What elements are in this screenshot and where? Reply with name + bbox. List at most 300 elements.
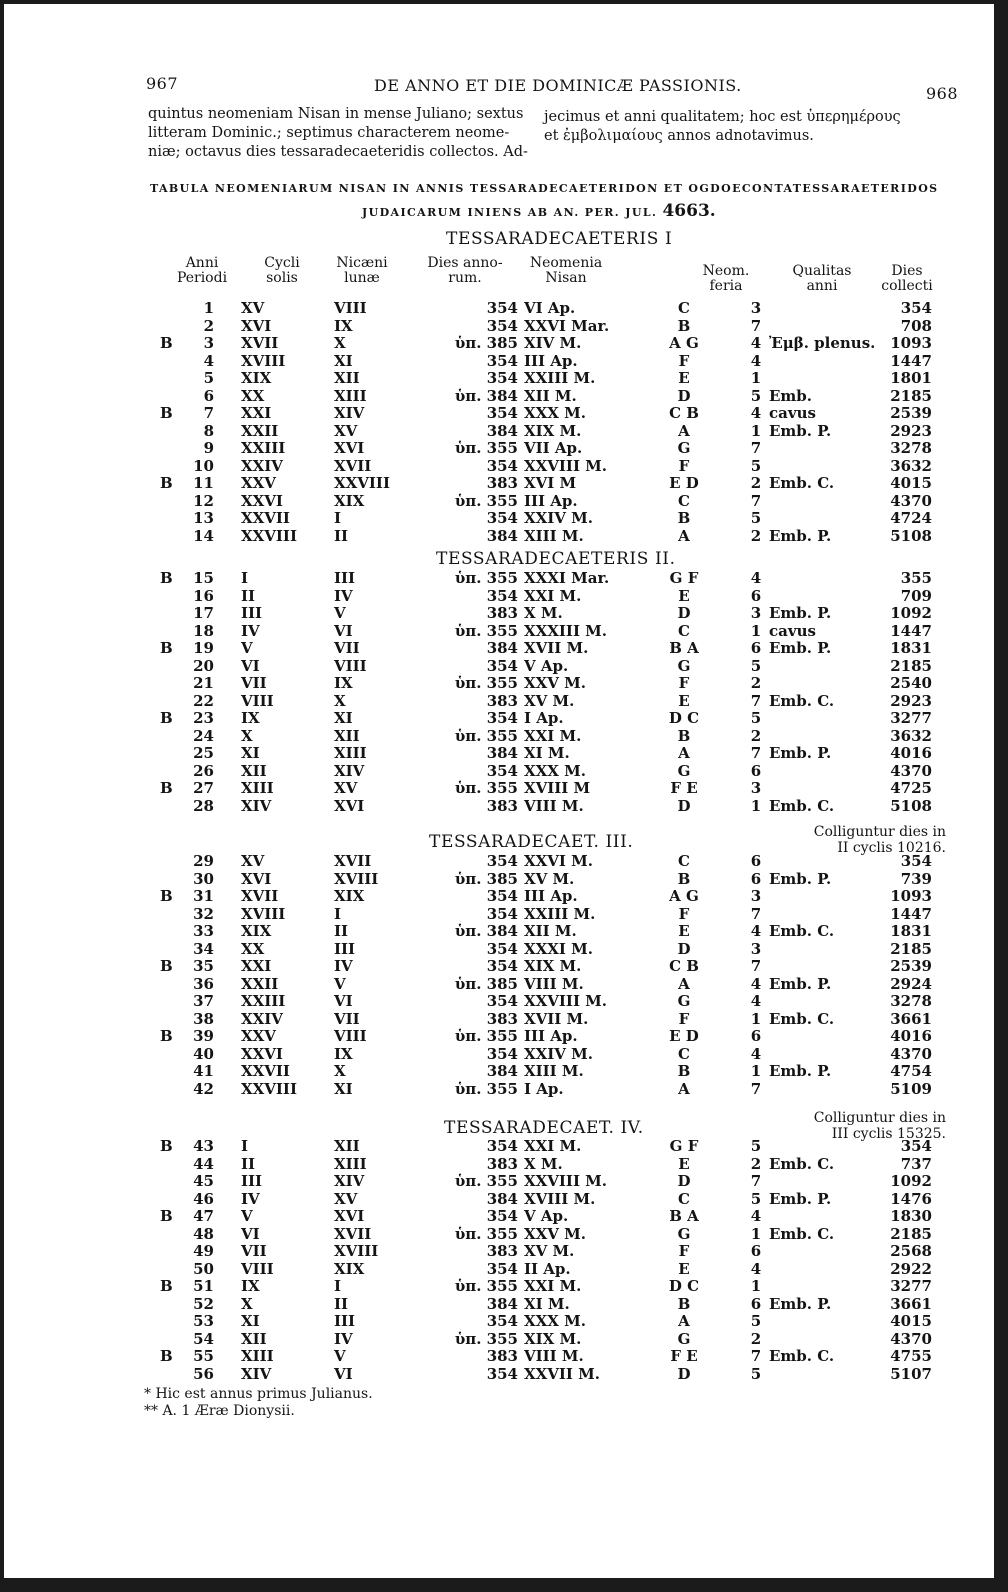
- neomenia-nisan-cell: XII M.: [524, 386, 577, 405]
- section-title: TESSARADECAETERIS I: [446, 229, 673, 249]
- neomenia-nisan-cell: VIII M.: [524, 1347, 584, 1365]
- neomenia-nisan-cell: XVII M.: [524, 639, 589, 657]
- littera-dominicalis-cell: B: [677, 869, 691, 888]
- neomenia-nisan-cell: XXIV M.: [524, 509, 593, 527]
- littera-dominicalis-cell: C B: [669, 957, 699, 975]
- littera-dominicalis-cell: G: [677, 1329, 691, 1348]
- cyclus-lunae-cell: II: [334, 526, 349, 545]
- neomenia-nisan-cell: I Ap.: [524, 709, 564, 727]
- dies-collecti-cell: 4015: [890, 1312, 932, 1330]
- littera-dominicalis-cell: E D: [669, 474, 699, 492]
- dies-annorum-cell: ὑπ. 384: [454, 386, 518, 405]
- dies-annorum-cell: ὑπ. 355: [454, 726, 518, 745]
- dies-annorum-cell: 384: [486, 639, 518, 657]
- littera-dominicalis-cell: E: [678, 586, 690, 605]
- cyclus-solis-cell: XXIII: [241, 992, 286, 1010]
- feria-cell: 4: [750, 1044, 762, 1063]
- row-letter-b-cell: B: [160, 887, 173, 905]
- cyclus-solis-cell: IX: [241, 709, 260, 727]
- cyclus-lunae-cell: III: [334, 569, 356, 587]
- row-letter-b-cell: B: [160, 404, 173, 422]
- littera-dominicalis-cell: A: [678, 1079, 690, 1098]
- dies-collecti-cell: 2924: [890, 974, 932, 993]
- littera-dominicalis-cell: D C: [668, 1277, 700, 1295]
- dies-collecti-cell: 3278: [890, 992, 932, 1010]
- table-title-line2: [362, 201, 716, 221]
- table-row: [4, 528, 994, 545]
- dies-collecti-cell: 2185: [890, 656, 932, 675]
- cyclus-solis-cell: X: [241, 726, 253, 745]
- table-row: [4, 458, 994, 475]
- cyclus-solis-cell: XXI: [241, 957, 272, 975]
- neomenia-nisan-cell: XXV M.: [524, 1224, 586, 1243]
- row-letter-b-cell: B: [160, 639, 173, 657]
- row-letter-b-cell: B: [160, 569, 173, 587]
- anni-periodi-cell: 2: [203, 316, 214, 335]
- cyclus-lunae-cell: XVII: [334, 852, 372, 870]
- anni-periodi-cell: 13: [193, 509, 214, 527]
- dies-collecti-cell: 2923: [890, 691, 932, 710]
- cyclus-solis-cell: V: [241, 1207, 253, 1225]
- neomenia-nisan-cell: XIII M.: [524, 526, 584, 545]
- dies-annorum-cell: ὑπ. 355: [454, 1172, 518, 1190]
- neomenia-nisan-cell: XIX M.: [524, 957, 582, 975]
- cyclus-solis-cell: XXII: [241, 421, 279, 440]
- littera-dominicalis-cell: B: [677, 509, 691, 527]
- row-letter-b-cell: B: [160, 709, 173, 727]
- dies-annorum-cell: ὑπ. 355: [454, 621, 518, 640]
- cyclus-lunae-cell: XXVIII: [334, 474, 390, 492]
- cyclus-solis-cell: I: [241, 569, 249, 587]
- cyclus-lunae-cell: VIII: [334, 1027, 367, 1045]
- anni-periodi-cell: 4: [203, 351, 214, 370]
- anni-periodi-cell: 20: [193, 656, 214, 675]
- cyclus-lunae-cell: XVIII: [334, 869, 379, 888]
- qualitas-anni-cell: Emb. P.: [769, 1189, 832, 1208]
- neomenia-nisan-cell: XIII M.: [524, 1062, 584, 1080]
- neomenia-nisan-cell: XXIII M.: [524, 904, 596, 923]
- dies-collecti-cell: 2923: [890, 421, 932, 440]
- cyclus-solis-cell: XVII: [241, 334, 279, 352]
- cyclus-solis-cell: V: [241, 639, 253, 657]
- littera-dominicalis-cell: E: [678, 691, 690, 710]
- neomenia-nisan-cell: V Ap.: [524, 1207, 569, 1225]
- neomenia-nisan-cell: X M.: [524, 1154, 563, 1173]
- dies-collecti-cell: 3277: [890, 709, 932, 727]
- littera-dominicalis-cell: A: [678, 974, 690, 993]
- anni-periodi-cell: 15: [193, 569, 214, 587]
- anni-periodi-cell: 56: [193, 1364, 214, 1383]
- dies-collecti-cell: 5107: [890, 1364, 932, 1383]
- dies-annorum-cell: ὑπ. 355: [454, 491, 518, 510]
- littera-dominicalis-cell: C: [678, 1044, 690, 1063]
- neomenia-nisan-cell: VIII M.: [524, 796, 584, 815]
- table-row: [4, 318, 994, 335]
- col-header-neomenia: Neomenia Nisan: [529, 255, 603, 286]
- dies-collecti-cell: 354: [900, 1137, 932, 1155]
- dies-annorum-cell: ὑπ. 355: [454, 439, 518, 457]
- section-note: Colliguntur dies in II cyclis 10216.: [813, 824, 946, 856]
- cyclus-lunae-cell: IX: [334, 316, 353, 335]
- cyclus-solis-cell: XVII: [241, 887, 279, 905]
- cyclus-lunae-cell: XIV: [334, 761, 365, 780]
- neomenia-nisan-cell: III Ap.: [524, 351, 578, 370]
- anni-periodi-cell: 7: [203, 404, 214, 422]
- cyclus-solis-cell: IV: [241, 621, 260, 640]
- feria-cell: 4: [750, 334, 762, 352]
- dies-annorum-cell: 354: [486, 939, 518, 958]
- cyclus-lunae-cell: XV: [334, 421, 358, 440]
- table-row: [4, 493, 994, 510]
- cyclus-solis-cell: XXV: [241, 474, 276, 492]
- littera-dominicalis-cell: F: [678, 456, 690, 475]
- neomenia-nisan-cell: XXI M.: [524, 1137, 582, 1155]
- intro-left-line: niæ; octavus dies tessaradecaeteridis collectos. Ad-: [148, 144, 528, 160]
- qualitas-anni-cell: Emb. P.: [769, 526, 832, 545]
- intro-right-column: [544, 108, 901, 146]
- neomenia-nisan-cell: III Ap.: [524, 887, 578, 905]
- neomenia-nisan-cell: X M.: [524, 604, 563, 622]
- dies-collecti-cell: 3661: [890, 1294, 932, 1313]
- dies-annorum-cell: ὑπ. 385: [454, 974, 518, 993]
- anni-periodi-cell: 47: [193, 1207, 214, 1225]
- dies-annorum-cell: ὑπ. 355: [454, 1277, 518, 1295]
- anni-periodi-cell: 8: [203, 421, 214, 440]
- cyclus-lunae-cell: V: [334, 974, 346, 993]
- dies-collecti-cell: 5109: [890, 1079, 932, 1098]
- dies-annorum-cell: 354: [486, 957, 518, 975]
- table-row: [4, 1156, 994, 1173]
- dies-annorum-cell: ὑπ. 384: [454, 922, 518, 940]
- feria-cell: 1: [750, 1009, 762, 1028]
- table-row: [4, 1138, 994, 1155]
- qualitas-anni-cell: Emb. P.: [769, 744, 832, 762]
- neomenia-nisan-cell: VII Ap.: [524, 439, 583, 457]
- anni-periodi-cell: 21: [193, 674, 214, 692]
- running-title: DE ANNO ET DIE DOMINICÆ PASSIONIS.: [374, 76, 742, 95]
- dies-collecti-cell: 4370: [890, 1044, 932, 1063]
- littera-dominicalis-cell: G: [677, 656, 691, 675]
- dies-annorum-cell: 354: [486, 456, 518, 475]
- dies-annorum-cell: 354: [486, 904, 518, 923]
- cyclus-solis-cell: II: [241, 586, 256, 605]
- cyclus-lunae-cell: XIII: [334, 1154, 367, 1173]
- cyclus-lunae-cell: VII: [334, 1009, 360, 1028]
- dies-annorum-cell: 384: [486, 1189, 518, 1208]
- anni-periodi-cell: 5: [203, 369, 214, 387]
- feria-cell: 5: [750, 1312, 762, 1330]
- feria-cell: 1: [750, 1277, 762, 1295]
- dies-annorum-cell: ὑπ. 355: [454, 1224, 518, 1243]
- feria-cell: 7: [750, 957, 762, 975]
- cyclus-lunae-cell: IX: [334, 674, 353, 692]
- cyclus-solis-cell: XX: [241, 386, 265, 405]
- table-row: [4, 588, 994, 605]
- anni-periodi-cell: 39: [193, 1027, 214, 1045]
- cyclus-solis-cell: VII: [241, 674, 267, 692]
- dies-annorum-cell: ὑπ. 355: [454, 1027, 518, 1045]
- table-row: [4, 906, 994, 923]
- littera-dominicalis-cell: B: [677, 316, 691, 335]
- littera-dominicalis-cell: G: [677, 761, 691, 780]
- neomenia-nisan-cell: XXVI Mar.: [524, 316, 610, 335]
- intro-right-line: jecimus et anni qualitatem; hoc est ὑπερημέρους: [544, 109, 901, 125]
- table-row: [4, 763, 994, 780]
- cyclus-lunae-cell: XV: [334, 779, 358, 797]
- cyclus-lunae-cell: XIX: [334, 1259, 365, 1278]
- littera-dominicalis-cell: A: [678, 526, 690, 545]
- feria-cell: 3: [750, 779, 762, 797]
- feria-cell: 5: [750, 386, 762, 405]
- qualitas-anni-cell: cavus: [769, 404, 816, 422]
- col-header-dies-annorum: Dies anno- rum.: [427, 255, 503, 286]
- feria-cell: 5: [750, 656, 762, 675]
- dies-annorum-cell: 383: [486, 1242, 518, 1260]
- dies-collecti-cell: 1447: [890, 621, 932, 640]
- table-row: [4, 728, 994, 745]
- littera-dominicalis-cell: E D: [669, 1027, 699, 1045]
- cyclus-solis-cell: XVI: [241, 316, 272, 335]
- qualitas-anni-cell: Emb. P.: [769, 421, 832, 440]
- cyclus-solis-cell: III: [241, 604, 263, 622]
- feria-cell: 5: [750, 456, 762, 475]
- table-row: [4, 1011, 994, 1028]
- dies-collecti-cell: 5108: [890, 796, 932, 815]
- cyclus-lunae-cell: XVI: [334, 439, 365, 457]
- dies-annorum-cell: ὑπ. 355: [454, 674, 518, 692]
- feria-cell: 4: [750, 569, 762, 587]
- qualitas-anni-cell: cavus: [769, 621, 816, 640]
- cyclus-lunae-cell: V: [334, 1347, 346, 1365]
- dies-annorum-cell: 354: [486, 316, 518, 335]
- feria-cell: 5: [750, 709, 762, 727]
- table-row: [4, 1366, 994, 1383]
- document-page: [4, 4, 994, 1578]
- table-row: [4, 423, 994, 440]
- feria-cell: 7: [750, 1347, 762, 1365]
- littera-dominicalis-cell: A G: [669, 334, 699, 352]
- table-row: [4, 388, 994, 405]
- qualitas-anni-cell: Emb.: [769, 386, 813, 405]
- qualitas-anni-cell: Emb. C.: [769, 1154, 835, 1173]
- dies-collecti-cell: 4755: [890, 1347, 932, 1365]
- table-row: [4, 1243, 994, 1260]
- cyclus-solis-cell: XXVII: [241, 509, 290, 527]
- littera-dominicalis-cell: D: [677, 1364, 691, 1383]
- littera-dominicalis-cell: C: [678, 852, 690, 870]
- anni-periodi-cell: 12: [193, 491, 214, 510]
- table-row: [4, 780, 994, 797]
- feria-cell: 7: [750, 491, 762, 510]
- feria-cell: 7: [750, 1172, 762, 1190]
- feria-cell: 5: [750, 1189, 762, 1208]
- dies-collecti-cell: 3632: [890, 726, 932, 745]
- anni-periodi-cell: 25: [193, 744, 214, 762]
- dies-collecti-cell: 2539: [890, 957, 932, 975]
- neomenia-nisan-cell: XXVIII M.: [524, 1172, 608, 1190]
- neomenia-nisan-cell: XV M.: [524, 869, 575, 888]
- neomenia-nisan-cell: XXXI M.: [524, 939, 593, 958]
- feria-cell: 3: [750, 604, 762, 622]
- table-row: [4, 1261, 994, 1278]
- cyclus-lunae-cell: IV: [334, 957, 353, 975]
- qualitas-anni-cell: Emb. C.: [769, 474, 835, 492]
- neomenia-nisan-cell: XI M.: [524, 744, 570, 762]
- dies-collecti-cell: 4016: [890, 744, 932, 762]
- table-row: [4, 1296, 994, 1313]
- section-title: TESSARADECAET. III.: [429, 832, 634, 852]
- feria-cell: 7: [750, 691, 762, 710]
- neomenia-nisan-cell: XXX M.: [524, 761, 586, 780]
- dies-collecti-cell: 1831: [890, 922, 932, 940]
- neomenia-nisan-cell: XIX M.: [524, 421, 582, 440]
- table-row: [4, 1278, 994, 1295]
- littera-dominicalis-cell: B A: [669, 1207, 699, 1225]
- dies-annorum-cell: ὑπ. 355: [454, 1079, 518, 1098]
- table-row: [4, 1173, 994, 1190]
- feria-cell: 5: [750, 1364, 762, 1383]
- dies-collecti-cell: 2922: [890, 1259, 932, 1278]
- dies-collecti-cell: 1092: [890, 1172, 932, 1190]
- feria-cell: 4: [750, 404, 762, 422]
- table-row: [4, 570, 994, 587]
- cyclus-lunae-cell: V: [334, 604, 346, 622]
- table-row: [4, 475, 994, 492]
- row-letter-b-cell: B: [160, 779, 173, 797]
- littera-dominicalis-cell: G: [677, 439, 691, 457]
- littera-dominicalis-cell: G: [677, 992, 691, 1010]
- littera-dominicalis-cell: D: [677, 386, 691, 405]
- qualitas-anni-cell: Emb. P.: [769, 869, 832, 888]
- littera-dominicalis-cell: C: [678, 1189, 690, 1208]
- table-row: [4, 405, 994, 422]
- cyclus-solis-cell: XIV: [241, 796, 272, 815]
- cyclus-lunae-cell: XII: [334, 369, 360, 387]
- qualitas-anni-cell: Emb. C.: [769, 691, 835, 710]
- cyclus-lunae-cell: XIV: [334, 1172, 365, 1190]
- cyclus-solis-cell: X: [241, 1294, 253, 1313]
- cyclus-lunae-cell: XVIII: [334, 1242, 379, 1260]
- feria-cell: 6: [750, 761, 762, 780]
- littera-dominicalis-cell: F E: [670, 779, 698, 797]
- dies-annorum-cell: 383: [486, 1009, 518, 1028]
- qualitas-anni-cell: Emb. C.: [769, 796, 835, 815]
- row-letter-b-cell: B: [160, 1347, 173, 1365]
- anni-periodi-cell: 22: [193, 691, 214, 710]
- table-row: [4, 798, 994, 815]
- feria-cell: 1: [750, 1062, 762, 1080]
- neomenia-nisan-cell: XVIII M: [524, 779, 591, 797]
- qualitas-anni-cell: Emb. P.: [769, 1062, 832, 1080]
- qualitas-anni-cell: Emb. P.: [769, 639, 832, 657]
- feria-cell: 3: [750, 299, 762, 317]
- cyclus-solis-cell: VI: [241, 1224, 260, 1243]
- col-header-neom-feria: Neom. feria: [702, 263, 750, 294]
- neomenia-nisan-cell: XXXIII M.: [524, 621, 608, 640]
- feria-cell: 4: [750, 974, 762, 993]
- cyclus-solis-cell: VIII: [241, 1259, 274, 1278]
- row-letter-b-cell: B: [160, 334, 173, 352]
- anni-periodi-cell: 41: [193, 1062, 214, 1080]
- dies-annorum-cell: 354: [486, 761, 518, 780]
- table-row: [4, 1063, 994, 1080]
- cyclus-solis-cell: XXVI: [241, 491, 283, 510]
- table-row: [4, 1081, 994, 1098]
- neomenia-nisan-cell: XXVIII M.: [524, 456, 608, 475]
- cyclus-lunae-cell: IV: [334, 1329, 353, 1348]
- cyclus-solis-cell: XXVIII: [241, 1079, 297, 1098]
- feria-cell: 4: [750, 1207, 762, 1225]
- dies-annorum-cell: 354: [486, 1207, 518, 1225]
- row-letter-b-cell: B: [160, 474, 173, 492]
- cyclus-lunae-cell: XII: [334, 726, 360, 745]
- littera-dominicalis-cell: G F: [669, 569, 699, 587]
- dies-annorum-cell: 354: [486, 1364, 518, 1383]
- table-row: [4, 658, 994, 675]
- feria-cell: 6: [750, 852, 762, 870]
- neomenia-nisan-cell: XXVI M.: [524, 852, 593, 870]
- col-header-qualitas: Qualitas anni: [792, 263, 852, 294]
- feria-cell: 2: [750, 1329, 762, 1348]
- littera-dominicalis-cell: B: [677, 1062, 691, 1080]
- anni-periodi-cell: 40: [193, 1044, 214, 1063]
- intro-right-line: et ἐμβολιμαίους annos adnotavimus.: [544, 128, 814, 144]
- cyclus-lunae-cell: XII: [334, 1137, 360, 1155]
- table-row: [4, 370, 994, 387]
- anni-periodi-cell: 11: [193, 474, 214, 492]
- anni-periodi-cell: 46: [193, 1189, 214, 1208]
- cyclus-lunae-cell: XV: [334, 1189, 358, 1208]
- qualitas-anni-cell: Emb. C.: [769, 1347, 835, 1365]
- table-row: [4, 958, 994, 975]
- qualitas-anni-cell: Emb. C.: [769, 1009, 835, 1028]
- dies-collecti-cell: 1830: [890, 1207, 932, 1225]
- dies-annorum-cell: ὑπ. 385: [454, 334, 518, 352]
- feria-cell: 2: [750, 674, 762, 692]
- dies-collecti-cell: 2185: [890, 939, 932, 958]
- table-row: [4, 640, 994, 657]
- dies-annorum-cell: ὑπ. 355: [454, 779, 518, 797]
- neomenia-nisan-cell: XXI M.: [524, 1277, 582, 1295]
- table-row: [4, 1191, 994, 1208]
- dies-annorum-cell: 383: [486, 604, 518, 622]
- dies-annorum-cell: 354: [486, 509, 518, 527]
- dies-collecti-cell: 2540: [890, 674, 932, 692]
- dies-collecti-cell: 2568: [890, 1242, 932, 1260]
- anni-periodi-cell: 49: [193, 1242, 214, 1260]
- neomenia-nisan-cell: XV M.: [524, 691, 575, 710]
- anni-periodi-cell: 42: [193, 1079, 214, 1098]
- dies-collecti-cell: 4016: [890, 1027, 932, 1045]
- feria-cell: 4: [750, 992, 762, 1010]
- cyclus-lunae-cell: VIII: [334, 656, 367, 675]
- anni-periodi-cell: 19: [193, 639, 214, 657]
- anni-periodi-cell: 6: [203, 386, 214, 405]
- neomenia-nisan-cell: XI M.: [524, 1294, 570, 1313]
- table-row: [4, 1028, 994, 1045]
- anni-periodi-cell: 1: [203, 299, 214, 317]
- neomenia-nisan-cell: XVIII M.: [524, 1189, 596, 1208]
- anni-periodi-cell: 51: [193, 1277, 214, 1295]
- dies-annorum-cell: 384: [486, 526, 518, 545]
- neomenia-nisan-cell: XVII M.: [524, 1009, 589, 1028]
- littera-dominicalis-cell: F: [678, 674, 690, 692]
- table-row: [4, 675, 994, 692]
- dies-collecti-cell: 4370: [890, 491, 932, 510]
- cyclus-solis-cell: XXIII: [241, 439, 286, 457]
- dies-collecti-cell: 2539: [890, 404, 932, 422]
- dies-annorum-cell: 384: [486, 1062, 518, 1080]
